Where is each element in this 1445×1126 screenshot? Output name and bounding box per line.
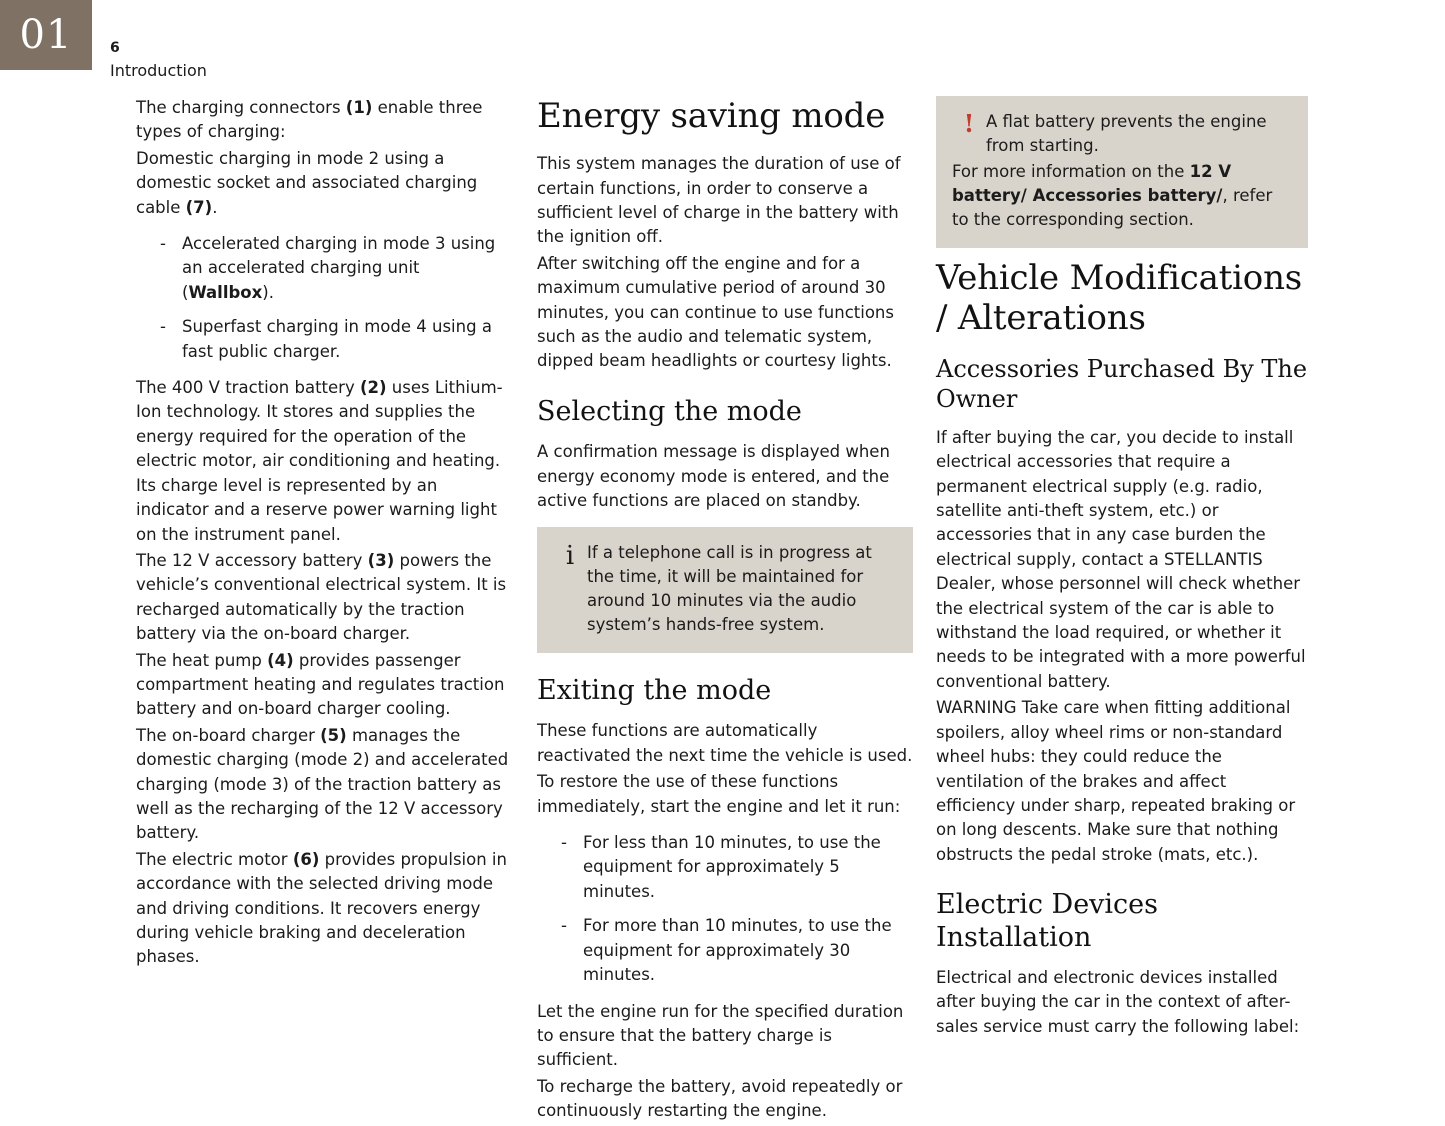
paragraph-energy-intro: This system manages the duration of use of certain functions, in order to conserve a sufficient level of charge in the battery with the ignition off. xyxy=(537,154,901,247)
paragraph-accessory-battery xyxy=(136,549,511,647)
list-item xyxy=(537,831,913,904)
list-item xyxy=(537,914,913,987)
chapter-number-tab: 01 xyxy=(0,0,92,70)
text-fragment: , refer to the corresponding section. xyxy=(952,185,1273,229)
text-fragment: Accelerated charging in mode 3 using an accelerated charging unit ( xyxy=(182,234,496,302)
info-callout xyxy=(537,527,913,653)
paragraph-reactivation: These functions are automatically reactivated the next time the vehicle is used. xyxy=(537,721,913,765)
warning-callout xyxy=(936,96,1308,248)
paragraph-onboard-charger xyxy=(136,724,511,846)
paragraph-warning-spoilers: WARNING Take care when fitting additional spoilers, alloy wheel rims or non-standard wheel hubs: they could reduce the ventilation of the brakes and affect efficiency under sharp, repeated braking or on long descents. Make sure that nothing obstructs the pedal stroke (mats, etc.). xyxy=(936,698,1296,864)
list-item xyxy=(136,232,511,305)
text-fragment: The electric motor xyxy=(136,849,293,869)
dash-bullet-icon: - xyxy=(160,234,166,254)
text-fragment: The heat pump xyxy=(136,650,268,670)
paragraph-accessories-info: If after buying the car, you decide to install electrical accessories that require a permanent electrical supply (e.g. radio, satellite anti-theft system, etc.) or accessories that in any case burden the electrical supply, contact a STELLANTIS Dealer, whose personnel will check whether the electrical system of the car is able to withstand the load required, or whether it needs to be integrated with a more powerful conventional battery. xyxy=(936,427,1306,691)
text-fragment: ). xyxy=(262,282,274,302)
paragraph-recharge-advice: To recharge the battery, avoid repeatedly or continuously restarting the engine. xyxy=(537,1076,903,1121)
list-item xyxy=(136,315,511,364)
heading-energy-saving-mode: Energy saving mode xyxy=(537,96,886,136)
warning-callout-reference xyxy=(952,160,1292,232)
page-header xyxy=(110,40,510,83)
text-fragment: uses Lithium-Ion technology. It stores and supplies the energy required for the operation of the electric motor, air conditioning and heating. Its charge level is represented by an indicator and a reserve power warning light on the instrument panel. xyxy=(136,378,503,544)
ref-marker: (1) xyxy=(345,98,373,117)
paragraph-energy-duration: After switching off the engine and for a maximum cumulative period of around 30 minutes, you can continue to use functions such as the audio and telematic system, dipped beam headlights or courtesy lights. xyxy=(537,253,894,371)
text-fragment: powers the vehicle’s conventional electrical system. It is recharged automatically by the traction battery via the on-board charger. xyxy=(136,550,507,644)
text-fragment: For more information on the xyxy=(952,161,1190,181)
engine-run-list xyxy=(537,831,913,987)
dash-bullet-icon: - xyxy=(561,833,567,853)
paragraph-engine-run-duration: Let the engine run for the specified duration to ensure that the battery charge is sufficient. xyxy=(537,1001,904,1070)
text-fragment: The 400 V traction battery xyxy=(136,378,360,398)
text-fragment: For less than 10 minutes, to use the equipment for approximately 5 minutes. xyxy=(583,833,881,901)
text-fragment: provides propulsion in accordance with the selected driving mode and driving conditions. It recovers energy during vehicle braking and deceleration phases. xyxy=(136,849,507,967)
paragraph-charging-connectors xyxy=(136,96,511,145)
paragraph-electric-devices-label: Electrical and electronic devices installed after buying the car in the context of after-sales service must carry the following label: xyxy=(936,967,1300,1036)
ref-marker: (6) xyxy=(292,849,320,869)
warning-icon: ! xyxy=(963,109,975,138)
text-fragment: Domestic charging in mode 2 using a domestic socket and associated charging cable xyxy=(136,148,478,217)
heading-electric-devices-installation: Electric Devices Installation xyxy=(936,889,1159,953)
text-fragment: The on-board charger xyxy=(136,725,321,745)
warning-callout-text: A flat battery prevents the engine from starting. xyxy=(986,112,1267,155)
heading-exiting-the-mode: Exiting the mode xyxy=(537,675,772,707)
paragraph-confirmation-message: A confirmation message is displayed when energy economy mode is entered, and the active functions are placed on standby. xyxy=(537,442,890,510)
column-right xyxy=(936,96,1308,1041)
text-fragment: . xyxy=(212,197,218,217)
column-middle xyxy=(537,96,913,1126)
text-fragment: Superfast charging in mode 4 using a fast public charger. xyxy=(182,317,492,361)
ref-marker: (5) xyxy=(320,725,347,745)
heading-vehicle-modifications: Vehicle Modifications / Alterations xyxy=(936,257,1303,338)
section-name: Introduction xyxy=(110,60,207,80)
text-fragment: manages the domestic charging (mode 2) and accelerated charging (mode 3) of the traction battery as well as the recharging of the 12 V accessory battery. xyxy=(136,725,509,843)
text-fragment: The 12 V accessory battery xyxy=(136,550,368,570)
text-fragment: The charging connectors xyxy=(136,98,346,117)
info-icon: i xyxy=(565,541,575,572)
paragraph-electric-motor xyxy=(136,848,511,970)
ref-marker: (2) xyxy=(359,378,387,398)
paragraph-traction-battery xyxy=(136,376,511,547)
text-emphasis: Wallbox xyxy=(188,282,263,302)
page-columns xyxy=(0,96,1445,1121)
ref-marker: (3) xyxy=(367,550,395,570)
column-left xyxy=(136,96,511,972)
dash-bullet-icon: - xyxy=(160,317,166,337)
charging-modes-list xyxy=(136,232,511,364)
heading-selecting-the-mode: Selecting the mode xyxy=(537,395,802,427)
text-emphasis: 12 V battery/ Accessories battery/ xyxy=(952,161,1232,205)
dash-bullet-icon: - xyxy=(561,916,567,936)
paragraph-restore-functions: To restore the use of these functions immediately, start the engine and let it run: xyxy=(537,772,901,816)
paragraph-heat-pump xyxy=(136,649,511,722)
ref-marker: (4) xyxy=(267,650,294,670)
text-fragment: provides passenger compartment heating and regulates traction battery and on-board charger cooling. xyxy=(136,650,505,719)
heading-accessories-purchased: Accessories Purchased By The Owner xyxy=(936,354,1308,413)
text-fragment: For more than 10 minutes, to use the equipment for approximately 30 minutes. xyxy=(583,916,892,985)
ref-marker: (7) xyxy=(185,197,213,217)
text-fragment: enable three types of charging: xyxy=(136,98,483,142)
paragraph-domestic-charging xyxy=(136,147,511,220)
info-callout-text: If a telephone call is in progress at the time, it will be maintained for around 10 minutes via the audio system’s hands-free system. xyxy=(587,543,872,635)
page-number: 6 xyxy=(110,40,120,56)
